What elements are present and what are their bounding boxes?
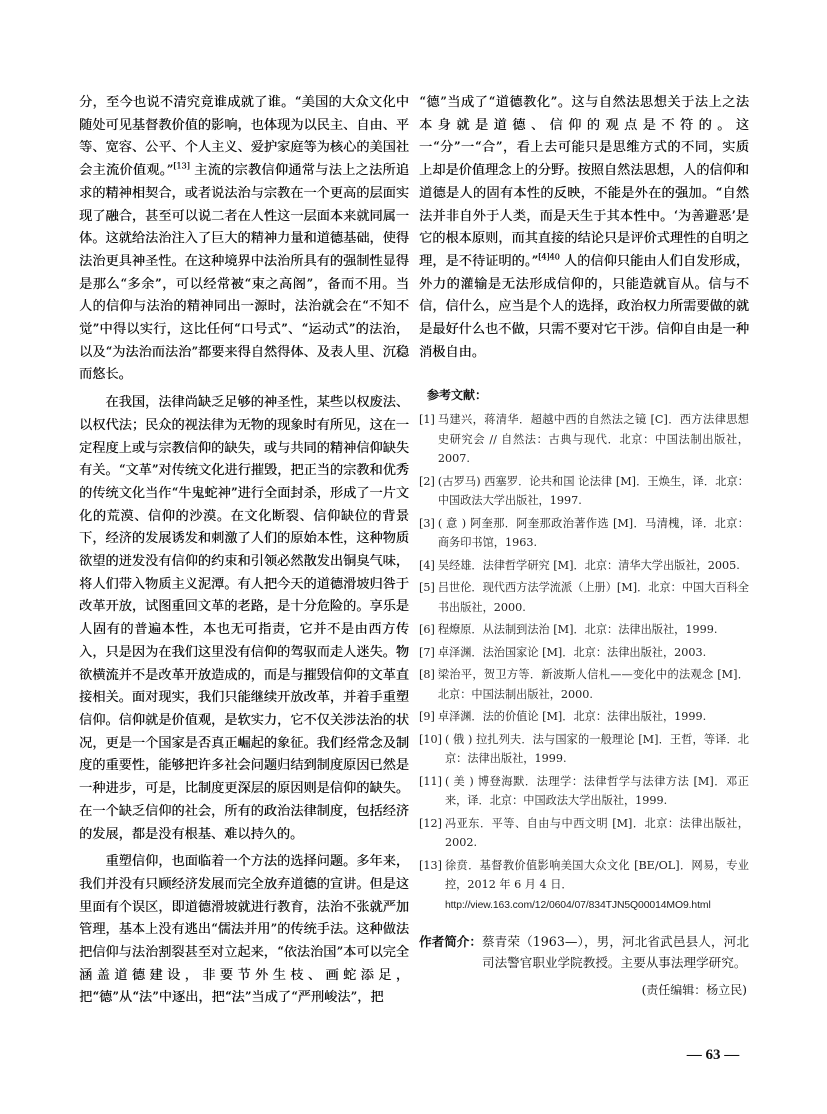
author-bio (419, 931, 749, 973)
reference-item (419, 772, 749, 811)
reference-text (438, 514, 749, 553)
reference-citation: 马建兴，蒋清华．超越中西的自然法之镜 [C]．西方法律思想史研究会 // 自然法：古典与现代．北京：中国法制出版社，2007. (437, 413, 749, 466)
reference-citation: ( 意 ) 阿奎那．阿奎那政治著作选 [M]．马清槐，译．北京：商务印书馆，1963. (437, 516, 749, 550)
reference-number: [9] (419, 710, 435, 724)
reference-citation: 卓泽渊．法治国家论 [M]．北京：法律出版社，2003. (437, 645, 707, 659)
reference-text (438, 578, 749, 617)
reference-citation: 程燎原．从法制到法治 [M]．北京：法律出版社，1999. (437, 623, 718, 637)
page-number: — 63 — (686, 1047, 740, 1063)
right-column (419, 92, 749, 998)
reference-item (419, 643, 749, 663)
reference-citation: 卓泽渊．法的价值论 [M]．北京：法律出版社，1999. (437, 710, 707, 724)
body-paragraph-4: “德”当成了“道德教化”。这与自然法思想关于法上之法本身就是道德、信仰的观点是不符的。这一“分”一“合”，看上去可能只是思维方式的不同，实质上却是价值理念上的分野。按照自然法思想，人的信仰和道德是人的固有本性的反映，不能是外在的强加。“自然法并非自外于人类，而是天生于其本性中。‘为善避恶’是它的根本原则，而其直接的结论只是评价式理性的自明之理，是不待证明的。”$^{[4]40}$ 人的信仰只能由人们自发形成，外力的灌输是无法形成信仰的，只能造就盲从。信与不信，信什么，应当是个人的选择，政治权力所需要做的就是最好什么也不做，只需不要对它干涉。信仰自由是一种消极自由。 (419, 95, 749, 360)
reference-item (419, 730, 749, 769)
responsible-editor: (责任编辑：杨立民) (641, 983, 747, 998)
reference-text (445, 814, 749, 853)
reference-item (419, 410, 749, 469)
reference-text (445, 772, 749, 811)
reference-number: [4] (419, 558, 435, 572)
reference-text (438, 410, 749, 469)
reference-number: [12] (419, 816, 442, 830)
body-paragraph-3: 重塑信仰，也面临着一个方法的选择问题。多年来，我们并没有只顾经济发展而完全放弃道德的宣讲。但是这里面有个误区，即道德滑坡就进行教育，法治不张就严加管理，基本上没有逃出“儒法并用”的传统手法。这种做法把信仰与法治割裂甚至对立起来，“依法治国”本可以完全涵盖道德建设，非要节外生枝、画蛇添足，把“德”从“法”中逐出，把“法”当成了“严刑峻法”，把 (79, 854, 409, 1006)
reference-text (445, 730, 749, 769)
references-list (419, 410, 749, 915)
reference-number: [7] (419, 645, 435, 659)
author-bio-text: 蔡青荣（1963—），男，河北省武邑县人，河北司法警官职业学院教授。主要从事法理学研究。 (481, 934, 749, 971)
reference-text (438, 707, 749, 727)
reference-citation: 徐贲．基督教价值影响美国大众文化 [BE/OL]．网易，专业控，2012 年 6 月 4 日． (444, 858, 749, 892)
reference-text (438, 620, 749, 640)
reference-text (438, 556, 749, 576)
reference-citation: 冯亚东．平等、自由与中西文明 [M]．北京：法律出版社，2002. (444, 816, 749, 850)
reference-text (438, 643, 749, 663)
reference-item (419, 707, 749, 727)
reference-number: [10] (419, 732, 442, 746)
reference-number: [3] (419, 516, 435, 530)
reference-item (419, 556, 749, 576)
reference-item (419, 514, 749, 553)
reference-item (419, 856, 749, 916)
reference-item (419, 472, 749, 511)
author-bio-label: 作者简介： (419, 934, 482, 950)
reference-item (419, 620, 749, 640)
reference-citation: 吴经雄．法律哲学研究 [M]．北京：清华大学出版社，2005. (437, 558, 740, 572)
body-paragraph-2: 在我国，法律尚缺乏足够的神圣性，某些以权废法、以权代法；民众的视法律为无物的现象时有所见，这在一定程度上或与宗教信仰的缺失，或与共同的精神信仰缺失有关。“文革”对传统文化进行摧毁，把正当的宗教和优秀的传统文化当作“牛鬼蛇神”进行全面封杀，形成了一片文化的荒漠、信仰的沙漠。在文化断裂、信仰缺位的背景下，经济的发展诱发和刺激了人们的原始本性，这种物质欲望的迸发没有信仰的约束和引领必然散发出铜臭气味，将人们带入物质主义泥潭。有人把今天的道德滑坡归咎于改革开放，试图重回文革的老路，是十分危险的。享乐是人固有的普遍本性，本也无可指责，它并不是由西方传入，只是因为在我们这里没有信仰的驾驭而走人迷失。物欲横流并不是改革开放造成的，而是与摧毁信仰的文革直接相关。面对现实，我们只能继续开放改革，并着手重塑信仰。信仰就是价值观，是软实力，它不仅关涉法治的状况，更是一个国家是否真正崛起的象征。我们经常念及制度的重要性，能够把许多社会问题归结到制度原因已然是一种进步，可是，比制度更深层的原因则是信仰的缺失。在一个缺乏信仰的社会，所有的政治法律制度，包括经济的发展，都是没有根基、难以持久的。 (79, 395, 409, 842)
reference-number: [11] (419, 774, 442, 788)
references-title: 参考文献： (427, 388, 488, 403)
reference-citation: 吕世伦．现代西方法学流派（上册）[M]．北京：中国大百科全书出版社，2000. (437, 581, 749, 614)
reference-number: [1] (419, 413, 435, 427)
reference-citation: ( 美 ) 博登海默．法理学：法律哲学与法律方法 [M]．邓正来，译．北京：中国政法大学出版社，1999. (444, 774, 749, 808)
reference-number: [6] (419, 623, 435, 637)
body-paragraph-1: 分，至今也说不清究竟谁成就了谁。“美国的大众文化中随处可见基督教价值的影响，也体现为以民主、自由、平等、宽容、公平、个人主义、爱护家庭等为核心的美国社会主流价值观。”[13] 主流的宗教信仰通常与法上之法所追求的精神相契合，或者说法治与宗教在一个更高的层面实现了融合，甚至可以说二者在人性这一层面本来就同属一体。这就给法治注入了巨大的精神力量和道德基础，使得法治更具神圣性。在这种境界中法治所具有的强制性显得是那么“多余”，可以经常被“束之高阁”，备而不用。当人的信仰与法治的精神同出一源时，法治就会在“不知不觉”中得以实行，这比任何“口号式”、“运动式”的法治，以及“为法治而法治”都要来得自然得体、及表人里、沉稳而悠长。 (79, 95, 409, 383)
citation-marker: [13] (173, 161, 190, 171)
reference-item (419, 814, 749, 853)
left-column (79, 92, 409, 1010)
reference-citation: 梁治平，贺卫方等．新波斯人信札——变化中的法观念 [M]．北京：中国法制出版社，2000. (437, 668, 749, 701)
reference-text (445, 856, 749, 916)
reference-item (419, 665, 749, 704)
reference-number: [8] (419, 668, 435, 682)
reference-text (438, 472, 749, 511)
reference-number: [5] (419, 581, 435, 595)
reference-number: [13] (419, 858, 442, 872)
reference-url-link[interactable]: http://view.163.com/12/0604/07/834TJN5Q00014MO9.html (444, 899, 711, 911)
reference-citation: (古罗马) 西塞罗．论共和国 论法律 [M]．王焕生，译．北京：中国政法大学出版社，1997. (437, 474, 749, 508)
citation-marker: [4]40 (538, 252, 560, 262)
reference-item (419, 578, 749, 617)
reference-text (438, 665, 749, 704)
reference-citation: ( 俄 ) 拉扎列夫．法与国家的一般理论 [M]．王哲，等译．北京：法律出版社，1999. (444, 732, 749, 766)
reference-number: [2] (419, 474, 435, 488)
